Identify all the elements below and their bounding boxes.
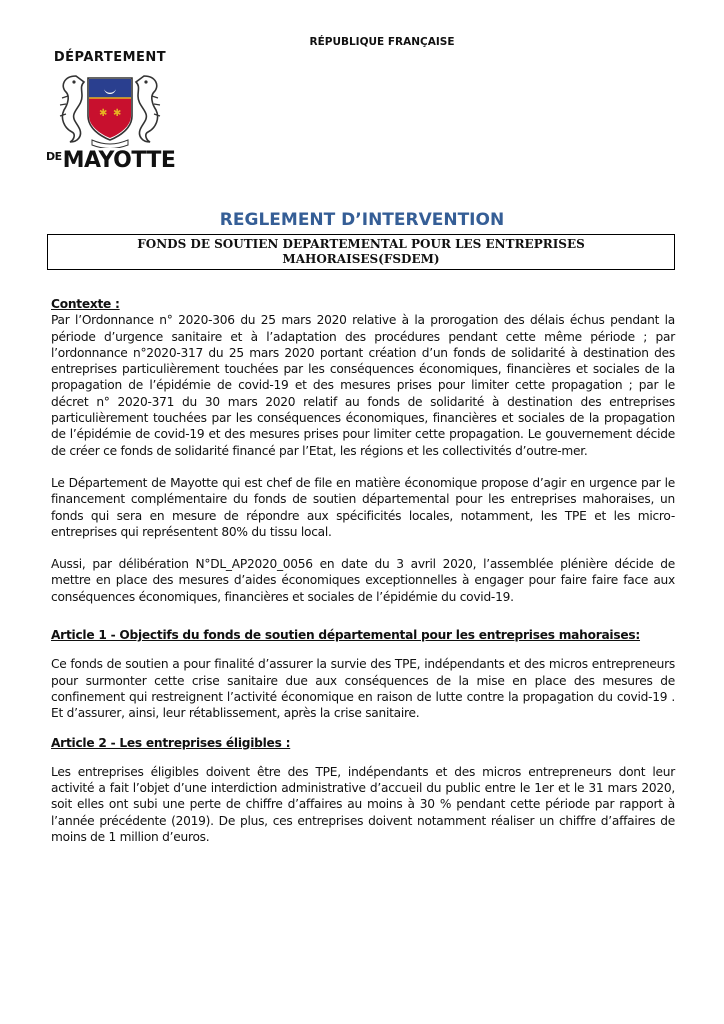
fund-title-line1: FONDS DE SOUTIEN DEPARTEMENTAL POUR LES ENTREPRISES xyxy=(137,237,585,251)
page-title: REGLEMENT D’INTERVENTION xyxy=(219,210,505,230)
contexte-paragraph-3: Aussi, par délibération N°DL_AP2020_0056 en date du 3 avril 2020, l’assemblée plénière décide de mettre en place des mesures d’aides économiques exceptionnelles à engager pour faire faire face aux conséquences économiques, financières et sociales de l’épidémie du covid-19. xyxy=(51,557,675,604)
document-body xyxy=(51,296,675,845)
fund-title-box xyxy=(47,234,675,270)
logo-de-label: DE xyxy=(46,150,62,163)
svg-text:✱: ✱ xyxy=(113,108,122,119)
contexte-heading: Contexte : xyxy=(51,297,120,311)
mayotte-coat-of-arms-icon xyxy=(54,68,166,148)
contexte-paragraph-1: Par l’Ordonnance n° 2020-306 du 25 mars 2020 relative à la prorogation des délais échus pendant la période d’urgence sanitaire et à l’adaptation des procédures pendant cette même période ; par l’ordonnance n°2020-317 du 25 mars 2020 portant création d’un fonds de solidarité à destination des entreprises particulièrement touchées par les conséquences économiques, financières et sociales de la propagation de l’épidémie de covid-19 et des mesures prises pour limiter cette propagation ; par le décret n° 2020-371 du 30 mars 2020 relatif au fonds de solidarité à destination des entreprises particulièrement touchées par les conséquences économiques, financières et sociales de la propagation de l’épidémie de covid-19 et des mesures prises pour limiter cette propagation. Le gouvernement décide de créer ce fonds de solidarité financé par l’Etat, les régions et les collectivités d’outre-mer. xyxy=(51,313,675,458)
article1-heading: Article 1 - Objectifs du fonds de soutien départemental pour les entreprises mahoraises: xyxy=(51,628,641,643)
logo-department-label: DÉPARTEMENT xyxy=(53,50,167,65)
article2-heading: Article 2 - Les entreprises éligibles : xyxy=(51,735,291,750)
fund-title-line2: MAHORAISES(FSDEM) xyxy=(282,252,440,266)
department-logo xyxy=(46,50,174,180)
logo-mayotte-label xyxy=(46,148,174,173)
republique-header: RÉPUBLIQUE FRANÇAISE xyxy=(309,36,455,48)
contexte-paragraph-2: Le Département de Mayotte qui est chef de file en matière économique propose d’agir en urgence par le financement complémentaire du fonds de soutien départemental pour les entreprises mahoraises, un fonds qui sera en mesure de répondre aux spécificités locales, notamment, les TPE et les micro-entreprises qui représentent 80% du tissu local. xyxy=(51,475,675,539)
article1-paragraph: Ce fonds de soutien a pour finalité d’assurer la survie des TPE, indépendants et des micros entrepreneurs pour surmonter cette crise sanitaire due aux conséquences de la mise en place des mesures de confinement qui restreignent l’activité économique en raison de lutte contre la propagation du covid-19 . Et d’assurer, ainsi, leur rétablissement, après la crise sanitaire. xyxy=(51,657,675,721)
svg-text:✱: ✱ xyxy=(99,108,108,119)
logo-mayotte-text: MAYOTTE xyxy=(62,148,176,173)
article2-paragraph: Les entreprises éligibles doivent être des TPE, indépendants et des micros entrepreneurs dont leur activité a fait l’objet d’une interdiction administrative d’accueil du public entre le 1er et le 31 mars 2020, soit elles ont subi une perte de chiffre d’affaires au moins à 30 % pendant cette période par rapport à l’année précédente (2019). De plus, ces entreprises doivent notamment réaliser un chiffre d’affaires de moins de 1 million d’euros. xyxy=(51,764,675,845)
